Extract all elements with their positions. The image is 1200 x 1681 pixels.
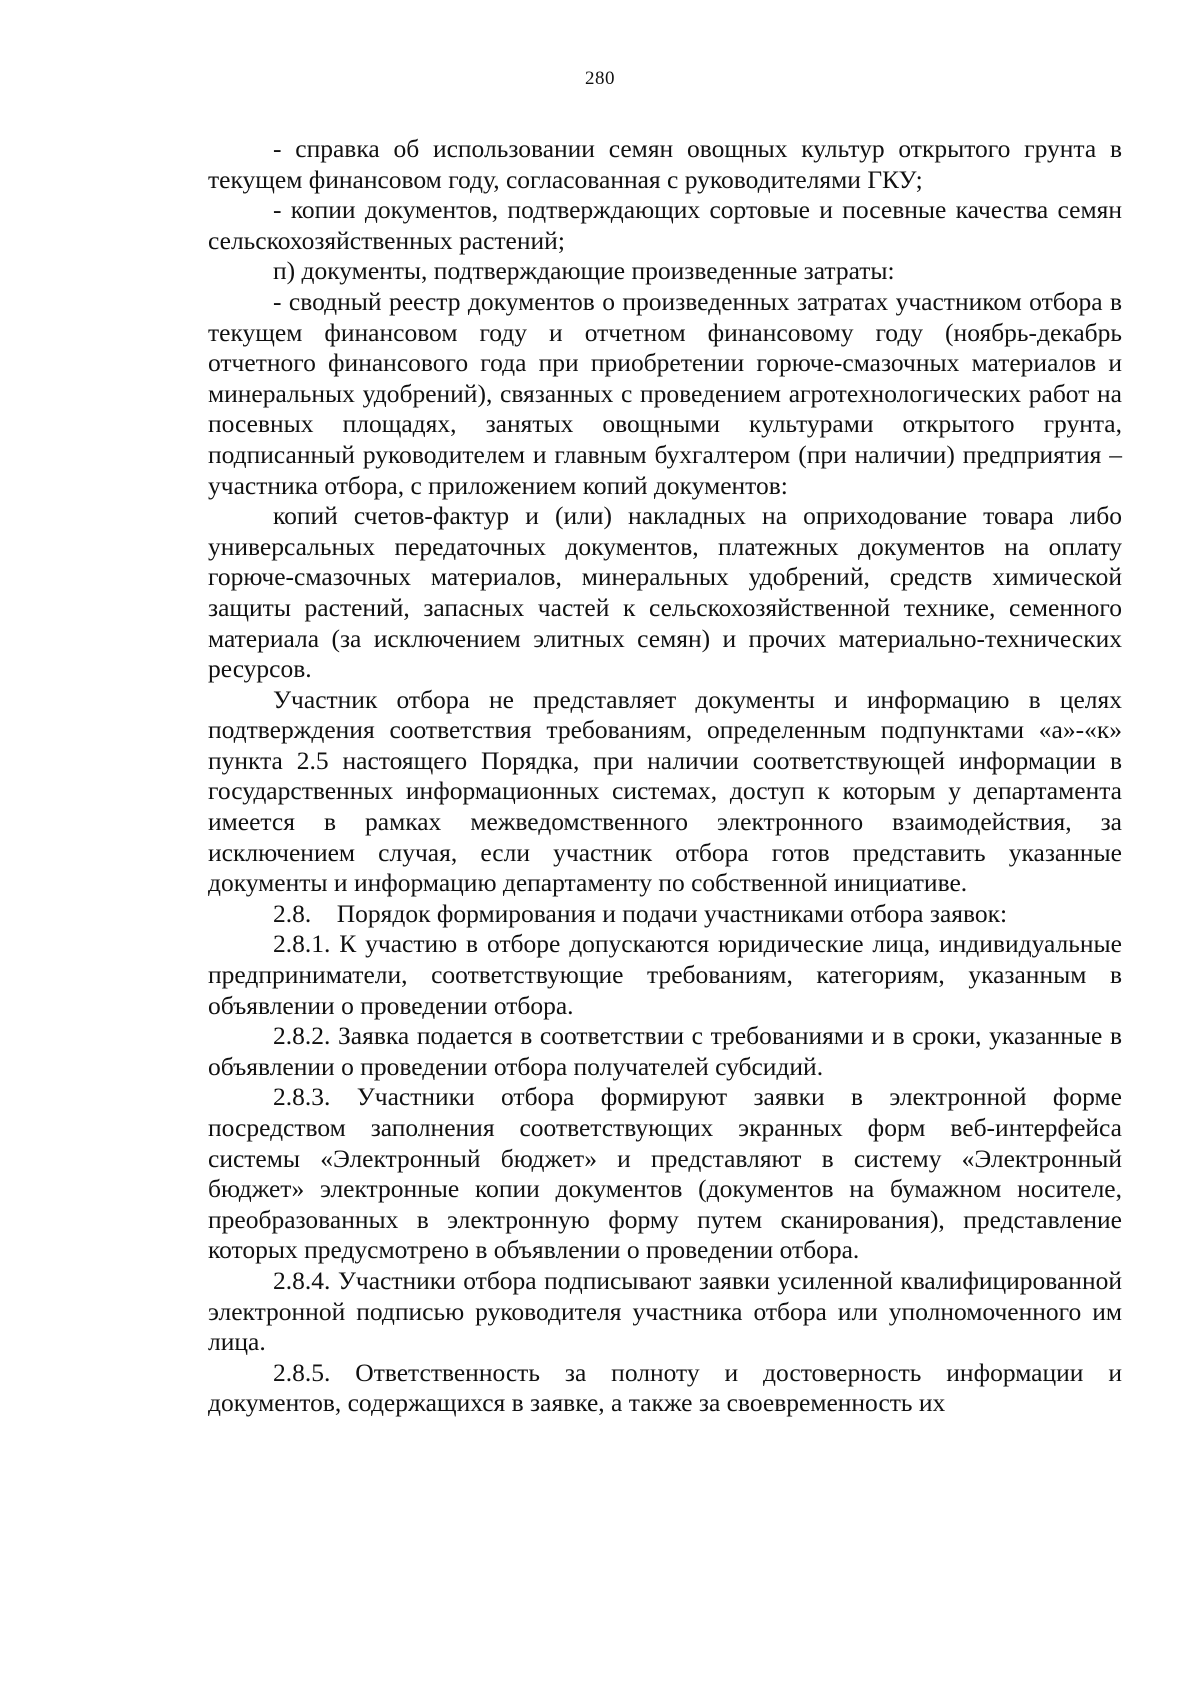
paragraph: 2.8.1. К участию в отборе допускаются юридические лица, индивидуальные предприниматели, соответствующие требованиям, категориям, указанным в объявлении о проведении отбора.	[208, 929, 1122, 1020]
paragraph: - сводный реестр документов о произведенных затратах участником отбора в текущем финансовом году и отчетном финансовому году (ноябрь-декабрь отчетного финансового года при приобретении горюче-смазочных материалов и минеральных удобрений), связанных с проведением агротехнологических работ на посевных площадях, занятых овощными культурами открытого грунта, подписанный руководителем и главным бухгалтером (при наличии) предприятия – участника отбора, с приложением копий документов:	[208, 286, 1122, 500]
paragraph: 2.8.3. Участники отбора формируют заявки в электронной форме посредством заполнения соответствующих экранных форм веб-интерфейса системы «Электронный бюджет» и представляют в систему «Электронный бюджет» электронные копии документов (документов на бумажном носителе, преобразованных в электронную форму путем сканирования), представление которых предусмотрено в объявлении о проведении отбора.	[208, 1082, 1122, 1265]
paragraph: - копии документов, подтверждающих сортовые и посевные качества семян сельскохозяйственных растений;	[208, 195, 1122, 255]
paragraph: 2.8.4. Участники отбора подписывают заявки усиленной квалифицированной электронной подписью руководителя участника отбора или уполномоченного им лица.	[208, 1265, 1122, 1357]
paragraph: 2.8.5. Ответственность за полноту и достоверность информации и документов, содержащихся в заявке, а также за своевременность их	[208, 1357, 1122, 1418]
document-body	[208, 134, 1122, 1419]
section-heading: 2.8. Порядок формирования и подачи участниками отбора заявок:	[273, 898, 1008, 928]
paragraph: п) документы, подтверждающие произведенные затраты:	[273, 256, 895, 286]
page-number: 280	[585, 68, 615, 89]
paragraph: Участник отбора не представляет документы и информацию в целях подтверждения соответствия требованиям, определенным подпунктами «а»-«к» пункта 2.5 настоящего Порядка, при наличии соответствующей информации в государственных информационных системах, доступ к которым у департамента имеется в рамках межведомственного электронного взаимодействия, за исключением случая, если участник отбора готов представить указанные документы и информацию департаменту по собственной инициативе.	[208, 684, 1122, 898]
paragraph: 2.8.2. Заявка подается в соответствии с требованиями и в сроки, указанные в объявлении о проведении отбора получателей субсидий.	[208, 1021, 1122, 1081]
paragraph: копий счетов-фактур и (или) накладных на оприходование товара либо универсальных передаточных документов, платежных документов на оплату горюче-смазочных материалов, минеральных удобрений, средств химической защиты растений, запасных частей к сельскохозяйственной технике, семенного материала (за исключением элитных семян) и прочих материально-технических ресурсов.	[208, 501, 1122, 684]
paragraph: - справка об использовании семян овощных культур открытого грунта в текущем финансовом году, согласованная с руководителями ГКУ;	[208, 134, 1122, 194]
